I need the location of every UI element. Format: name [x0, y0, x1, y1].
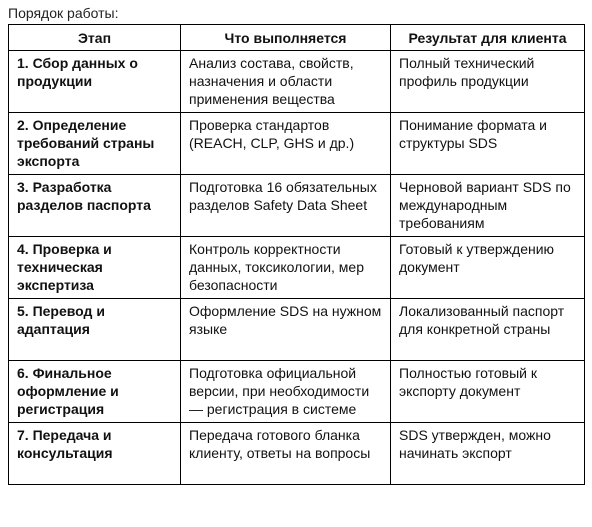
stage-cell: 5. Перевод и адаптация — [9, 299, 181, 361]
table-row — [9, 175, 585, 237]
task-cell: Контроль корректности данных, токсикологии, мер безопасности — [181, 237, 391, 299]
result-cell: Понимание формата и структуры SDS — [391, 113, 585, 175]
header-row — [9, 25, 585, 51]
table-header — [9, 25, 585, 51]
work-steps-table — [8, 24, 585, 485]
result-cell: Черновой вариант SDS по международным требованиям — [391, 175, 585, 237]
table-row — [9, 51, 585, 113]
stage-cell: 2. Определение требований страны экспорта — [9, 113, 181, 175]
task-cell: Анализ состава, свойств, назначения и области применения вещества — [181, 51, 391, 113]
stage-cell: 7. Передача и консультация — [9, 423, 181, 485]
header-stage: Этап — [9, 25, 181, 51]
table-row — [9, 113, 585, 175]
result-cell: Полностью готовый к экспорту документ — [391, 361, 585, 423]
result-cell: Локализованный паспорт для конкретной страны — [391, 299, 585, 361]
stage-cell: 6. Финальное оформление и регистрация — [9, 361, 181, 423]
task-cell: Проверка стандартов (REACH, CLP, GHS и др.) — [181, 113, 391, 175]
section-caption: Порядок работы: — [8, 5, 119, 21]
task-cell: Подготовка 16 обязательных разделов Safety Data Sheet — [181, 175, 391, 237]
stage-cell: 3. Разработка разделов паспорта — [9, 175, 181, 237]
result-cell: Готовый к утверждению документ — [391, 237, 585, 299]
task-cell: Передача готового бланка клиенту, ответы на вопросы — [181, 423, 391, 485]
result-cell: Полный технический профиль продукции — [391, 51, 585, 113]
stage-cell: 1. Сбор данных о продукции — [9, 51, 181, 113]
table-row — [9, 299, 585, 361]
table-row — [9, 423, 585, 485]
header-result: Результат для клиента — [391, 25, 585, 51]
stage-cell: 4. Проверка и техническая экспертиза — [9, 237, 181, 299]
table-row — [9, 237, 585, 299]
result-cell: SDS утвержден, можно начинать экспорт — [391, 423, 585, 485]
table-row — [9, 361, 585, 423]
task-cell: Подготовка официальной версии, при необходимости — регистрация в системе — [181, 361, 391, 423]
table-body — [9, 51, 585, 485]
header-task: Что выполняется — [181, 25, 391, 51]
task-cell: Оформление SDS на нужном языке — [181, 299, 391, 361]
